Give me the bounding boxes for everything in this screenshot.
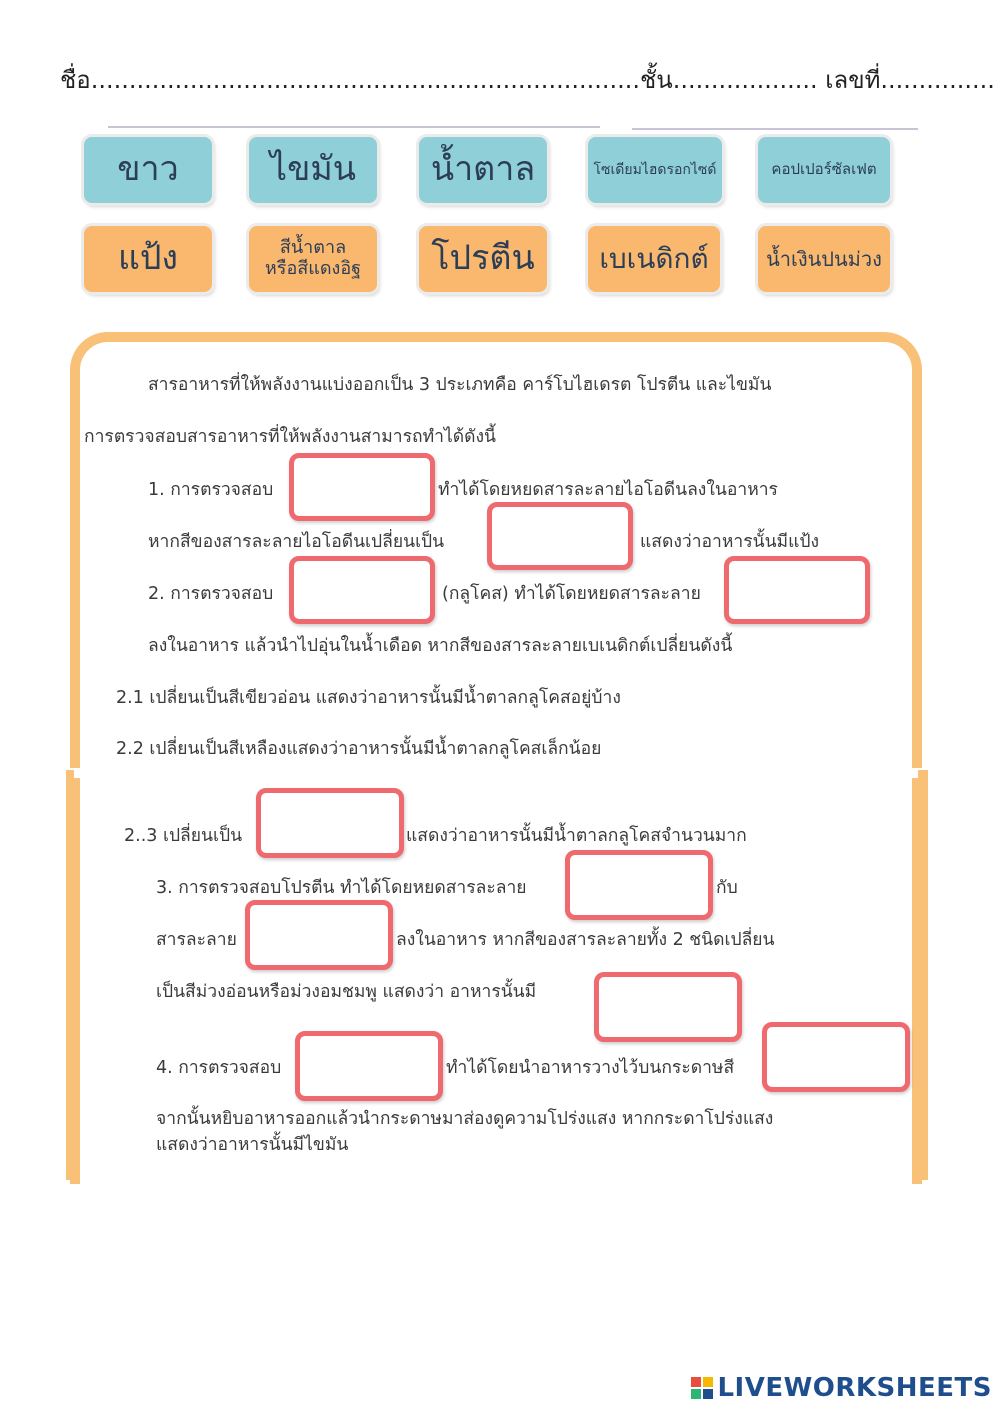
answer-blank-6[interactable] [565, 850, 713, 920]
class-label: ชั้น [639, 66, 673, 94]
intro-line-1: สารอาหารที่ให้พลังงานแบ่งออกเป็น 3 ประเภทคือ คาร์โบไฮเดรต โปรตีน และไขมัน [148, 375, 772, 395]
answer-blank-1[interactable] [289, 453, 435, 521]
answer-blank-3[interactable] [289, 556, 435, 624]
section3-line2-post: ลงในอาหาร หากสีของสารละลายทั้ง 2 ชนิดเปลี่ยน [396, 930, 775, 950]
section2-line1-mid: (กลูโคส) ทำได้โดยหยดสารละลาย [442, 584, 701, 604]
word-tile-brown-or-brick-red[interactable] [249, 226, 377, 292]
word-tile-sodium-hydroxide[interactable] [588, 137, 722, 203]
word-tile-label: โซเดียมไฮดรอกไซด์ [593, 161, 717, 178]
answer-blank-8[interactable] [594, 972, 742, 1042]
section4-line2: จากนั้นหยิบอาหารออกแล้วนำกระดาษมาส่องดูความโปร่งแสง หากกระดาโปร่งแสง [156, 1109, 774, 1129]
word-tile-copper-sulfate[interactable] [758, 137, 890, 203]
section4-line1-post: ทำได้โดยนำอาหารวางไว้บนกระดาษสี [446, 1058, 735, 1078]
section2-line1-pre: 2. การตรวจสอบ [148, 584, 274, 604]
word-tile-label: ไขมัน [270, 149, 356, 190]
number-label: เลขที่ [825, 66, 881, 94]
section1-line1-pre: 1. การตรวจสอบ [148, 480, 274, 500]
word-tile-label: ขาว [117, 149, 179, 190]
panel-side-right [918, 770, 928, 1180]
word-tile-protein[interactable] [419, 226, 547, 292]
word-tile-blue-purple[interactable] [758, 226, 890, 292]
section3-line2-pre: สารละลาย [156, 930, 237, 950]
section1-line1-post: ทำได้โดยหยดสารละลายไอโอดีนลงในอาหาร [438, 480, 778, 500]
section2-line2: ลงในอาหาร แล้วนำไปอุ่นในน้ำเดือด หากสีของสารละลายเบเนดิกต์เปลี่ยนดังนี้ [148, 636, 733, 656]
number-dots[interactable]: ............... [880, 66, 995, 94]
section2-1: 2.1 เปลี่ยนเป็นสีเขียวอ่อน แสดงว่าอาหารนั้นมีน้ำตาลกลูโคสอยู่บ้าง [116, 688, 621, 708]
liveworksheets-brand [691, 1373, 992, 1403]
name-underline [108, 126, 600, 128]
word-tile-label-line2: หรือสีแดงอิฐ [264, 258, 362, 279]
word-tile-label: น้ำเงินปนม่วง [766, 246, 882, 271]
liveworksheets-logo-icon [691, 1377, 713, 1399]
brand-text: LIVEWORKSHEETS [717, 1373, 992, 1403]
name-label: ชื่อ [60, 66, 91, 94]
answer-blank-4[interactable] [724, 556, 870, 624]
word-tile-starch[interactable] [84, 226, 212, 292]
word-tile-label-line1: สีน้ำตาล [279, 237, 347, 259]
section2-2: 2.2 เปลี่ยนเป็นสีเหลืองแสดงว่าอาหารนั้นมีน้ำตาลกลูโคสเล็กน้อย [116, 739, 602, 759]
answer-blank-2[interactable] [487, 502, 633, 570]
word-tile-benedict[interactable] [588, 226, 720, 292]
word-tile-label: เบเนดิกต์ [599, 241, 709, 275]
section3-line3: เป็นสีม่วงอ่อนหรือม่วงอมชมพู แสดงว่า อาหารนั้นมี [156, 982, 537, 1002]
word-tile-fat[interactable] [249, 137, 377, 203]
section3-line1-pre: 3. การตรวจสอบโปรตีน ทำได้โดยหยดสารละลาย [156, 878, 527, 898]
word-tile-label: น้ำตาล [430, 149, 536, 190]
panel-gap [60, 768, 932, 778]
section4-line3: แสดงว่าอาหารนั้นมีไขมัน [156, 1135, 349, 1155]
section1-line2-post: แสดงว่าอาหารนั้นมีแป้ง [640, 532, 820, 552]
class-underline [632, 128, 918, 130]
answer-blank-7[interactable] [245, 900, 393, 970]
word-tile-label: แป้ง [117, 238, 179, 279]
answer-blank-10[interactable] [762, 1022, 910, 1092]
answer-blank-9[interactable] [295, 1031, 443, 1101]
intro-line-2: การตรวจสอบสารอาหารที่ให้พลังงานสามารถทำได้ดังนี้ [84, 427, 496, 447]
section3-line1-post: กับ [716, 878, 738, 898]
word-tile-label: โปรตีน [431, 238, 535, 279]
section1-line2-pre: หากสีของสารละลายไอโอดีนเปลี่ยนเป็น [148, 532, 445, 552]
class-dots[interactable]: ................... [672, 66, 818, 94]
answer-blank-5[interactable] [256, 788, 404, 858]
word-tile-sugar[interactable] [419, 137, 547, 203]
student-info-line [60, 60, 995, 99]
panel-side-left [66, 770, 74, 1180]
word-tile-label: คอปเปอร์ซัลเฟต [771, 160, 877, 179]
name-dots[interactable]: ........................................................................ [90, 66, 640, 94]
section2-3-pre: 2..3 เปลี่ยนเป็น [124, 826, 243, 846]
word-tile-white[interactable] [84, 137, 212, 203]
section4-line1-pre: 4. การตรวจสอบ [156, 1058, 282, 1078]
section2-3-post: แสดงว่าอาหารนั้นมีน้ำตาลกลูโคสจำนวนมาก [406, 826, 747, 846]
